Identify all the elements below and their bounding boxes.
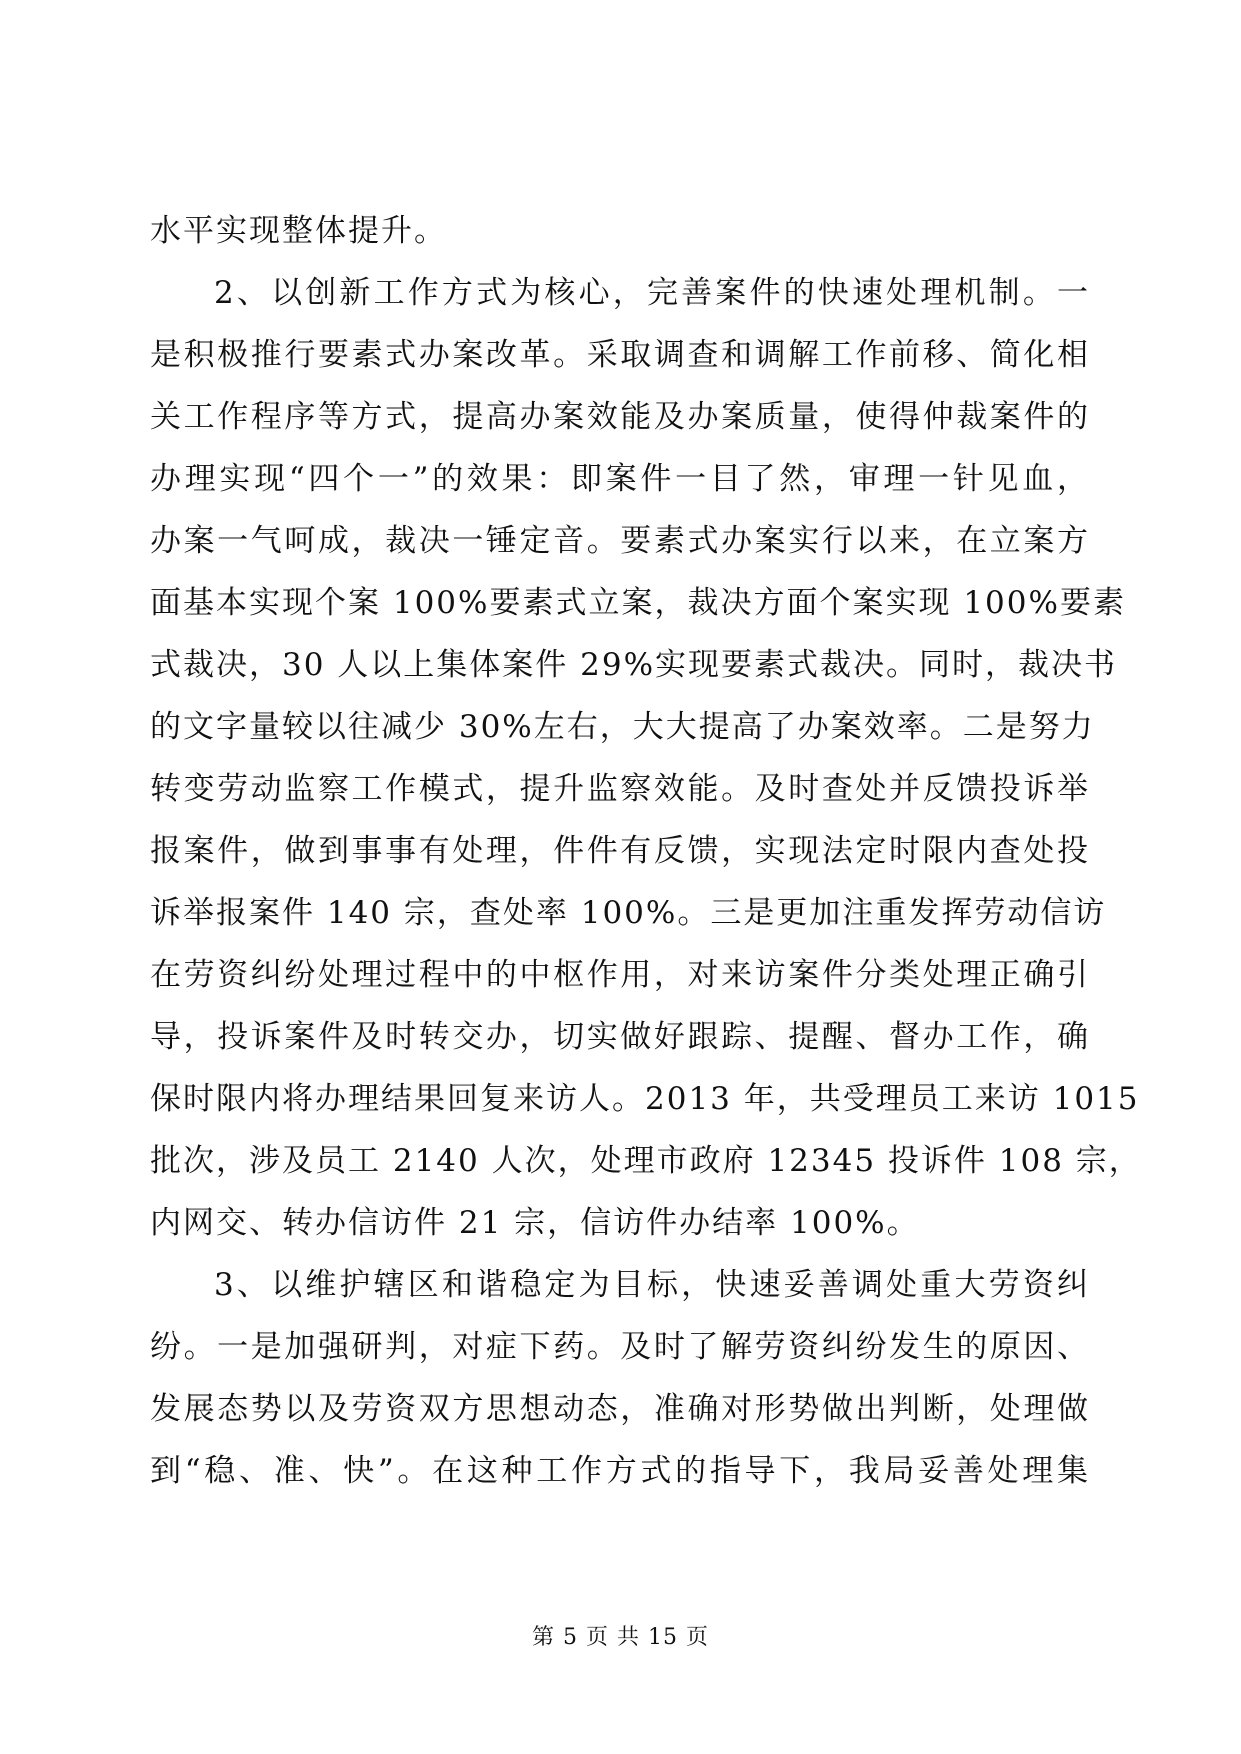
text-line: 办案一气呵成，裁决一锤定音。要素式办案实行以来，在立案方 (150, 523, 1090, 559)
text-line: 面基本实现个案 100%要素式立案，裁决方面个案实现 100%要素 (150, 585, 1126, 621)
text-line: 办理实现“四个一”的效果：即案件一目了然，审理一针见血， (150, 461, 1090, 497)
text-line: 导，投诉案件及时转交办，切实做好跟踪、提醒、督办工作，确 (150, 1019, 1090, 1055)
text-line: 诉举报案件 140 宗，查处率 100%。三是更加注重发挥劳动信访 (150, 895, 1107, 931)
text-line: 保时限内将办理结果回复来访人。2013 年，共受理员工来访 1015 (150, 1081, 1140, 1117)
text-line: 水平实现整体提升。 (150, 213, 447, 249)
paragraph-3-start: 3、以维护辖区和谐稳定为目标，快速妥善调处重大劳资纠 (214, 1267, 1090, 1303)
page-number-footer: 第 5 页 共 15 页 (532, 1625, 709, 1650)
text-line: 报案件，做到事事有处理，件件有反馈，实现法定时限内查处投 (150, 833, 1090, 869)
text-line: 内网交、转办信访件 21 宗，信访件办结率 100%。 (150, 1205, 920, 1241)
text-line: 是积极推行要素式办案改革。采取调查和调解工作前移、简化相 (150, 337, 1090, 373)
text-line: 批次，涉及员工 2140 人次，处理市政府 12345 投诉件 108 宗， (150, 1143, 1142, 1179)
document-body (150, 200, 1142, 1502)
text-line: 在劳资纠纷处理过程中的中枢作用，对来访案件分类处理正确引 (150, 957, 1090, 993)
text-line: 发展态势以及劳资双方思想动态，准确对形势做出判断，处理做 (150, 1391, 1090, 1427)
paragraph-2-start: 2、以创新工作方式为核心，完善案件的快速处理机制。一 (214, 275, 1090, 311)
text-line: 关工作程序等方式，提高办案效能及办案质量，使得仲裁案件的 (150, 399, 1090, 435)
text-line: 到“稳、准、快”。在这种工作方式的指导下，我局妥善处理集 (150, 1453, 1090, 1489)
text-line: 式裁决，30 人以上集体案件 29%实现要素式裁决。同时，裁决书 (150, 647, 1118, 683)
text-line: 的文字量较以往减少 30%左右，大大提高了办案效率。二是努力 (150, 709, 1095, 745)
text-line: 纷。一是加强研判，对症下药。及时了解劳资纠纷发生的原因、 (150, 1329, 1090, 1365)
text-line: 转变劳动监察工作模式，提升监察效能。及时查处并反馈投诉举 (150, 771, 1090, 807)
